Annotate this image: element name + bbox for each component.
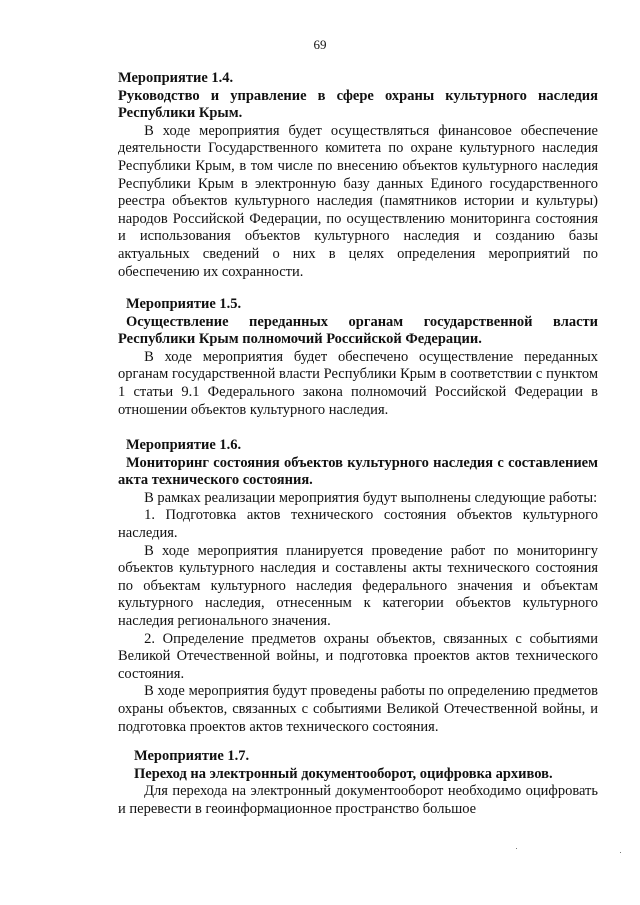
paragraph: В ходе мероприятия будет обеспечено осуществление переданных органам государственной власти Республики Крым в соответствии с пунктом 1 статьи 9.1 Федерального закона полномочий Российской Федерации в отношении объектов культурного наследия.: [118, 348, 598, 418]
paragraph: 2. Определение предметов охраны объектов, связанных с событиями Великой Отечественной войны, и подготовка проектов актов технического состояния.: [118, 630, 598, 682]
measure-title: Руководство и управление в сфере охраны культурного наследия Республики Крым.: [118, 87, 598, 122]
measure-1-7: [118, 748, 598, 818]
measure-1-4: [118, 70, 598, 281]
measure-title: Осуществление переданных органам государственной власти Республики Крым полномочий Российской Федерации.: [118, 313, 598, 348]
paragraph: Для перехода на электронный документооборот необходимо оцифровать и перевести в геоинформационное пространство большое: [118, 783, 598, 817]
measure-1-6: [118, 437, 598, 736]
scan-speck: [516, 848, 517, 849]
paragraph: В рамках реализации мероприятия будут выполнены следующие работы:: [144, 489, 598, 506]
measure-title: Переход на электронный документооборот, оцифровка архивов.: [134, 765, 553, 782]
paragraph: В ходе мероприятия будут проведены работы по определению предметов охраны объектов, связанных с событиями Великой Отечественной войны, и подготовка проектов актов технического состояния.: [118, 683, 598, 735]
paragraph: В ходе мероприятия будет осуществляться финансовое обеспечение деятельности Государственного комитета по охране культурного наследия Республики Крым, в том числе по внесению объектов культурного наследия Республики Крым в электронную базу данных Единого государственного реестра объектов культурного наследия (памятников истории и культуры) народов Российской Федерации, по осуществлению мониторинга состояния и использования объектов культурного наследия и созданию базы актуальных сведений о них в целях определения мероприятий по обеспечению их сохранности.: [118, 122, 598, 280]
measure-label: Мероприятие 1.6.: [126, 437, 242, 453]
measure-1-5: [118, 296, 598, 419]
measure-label: Мероприятие 1.4.: [118, 70, 234, 86]
paragraph: В ходе мероприятия планируется проведение работ по мониторингу объектов культурного наследия и составлены акты технического состояния по объектам культурного наследия федерального значения и объектам культурного наследия, отнесенным к категории объектов культурного наследия регионального значения.: [118, 542, 598, 629]
paragraph: 1. Подготовка актов технического состояния объектов культурного наследия.: [118, 507, 598, 541]
scan-speck: [620, 852, 621, 853]
page-number: 69: [313, 37, 327, 52]
measure-label: Мероприятие 1.7.: [134, 748, 250, 764]
measure-title: Мониторинг состояния объектов культурного наследия с составлением акта технического состояния.: [118, 454, 598, 489]
measure-label: Мероприятие 1.5.: [126, 296, 242, 312]
